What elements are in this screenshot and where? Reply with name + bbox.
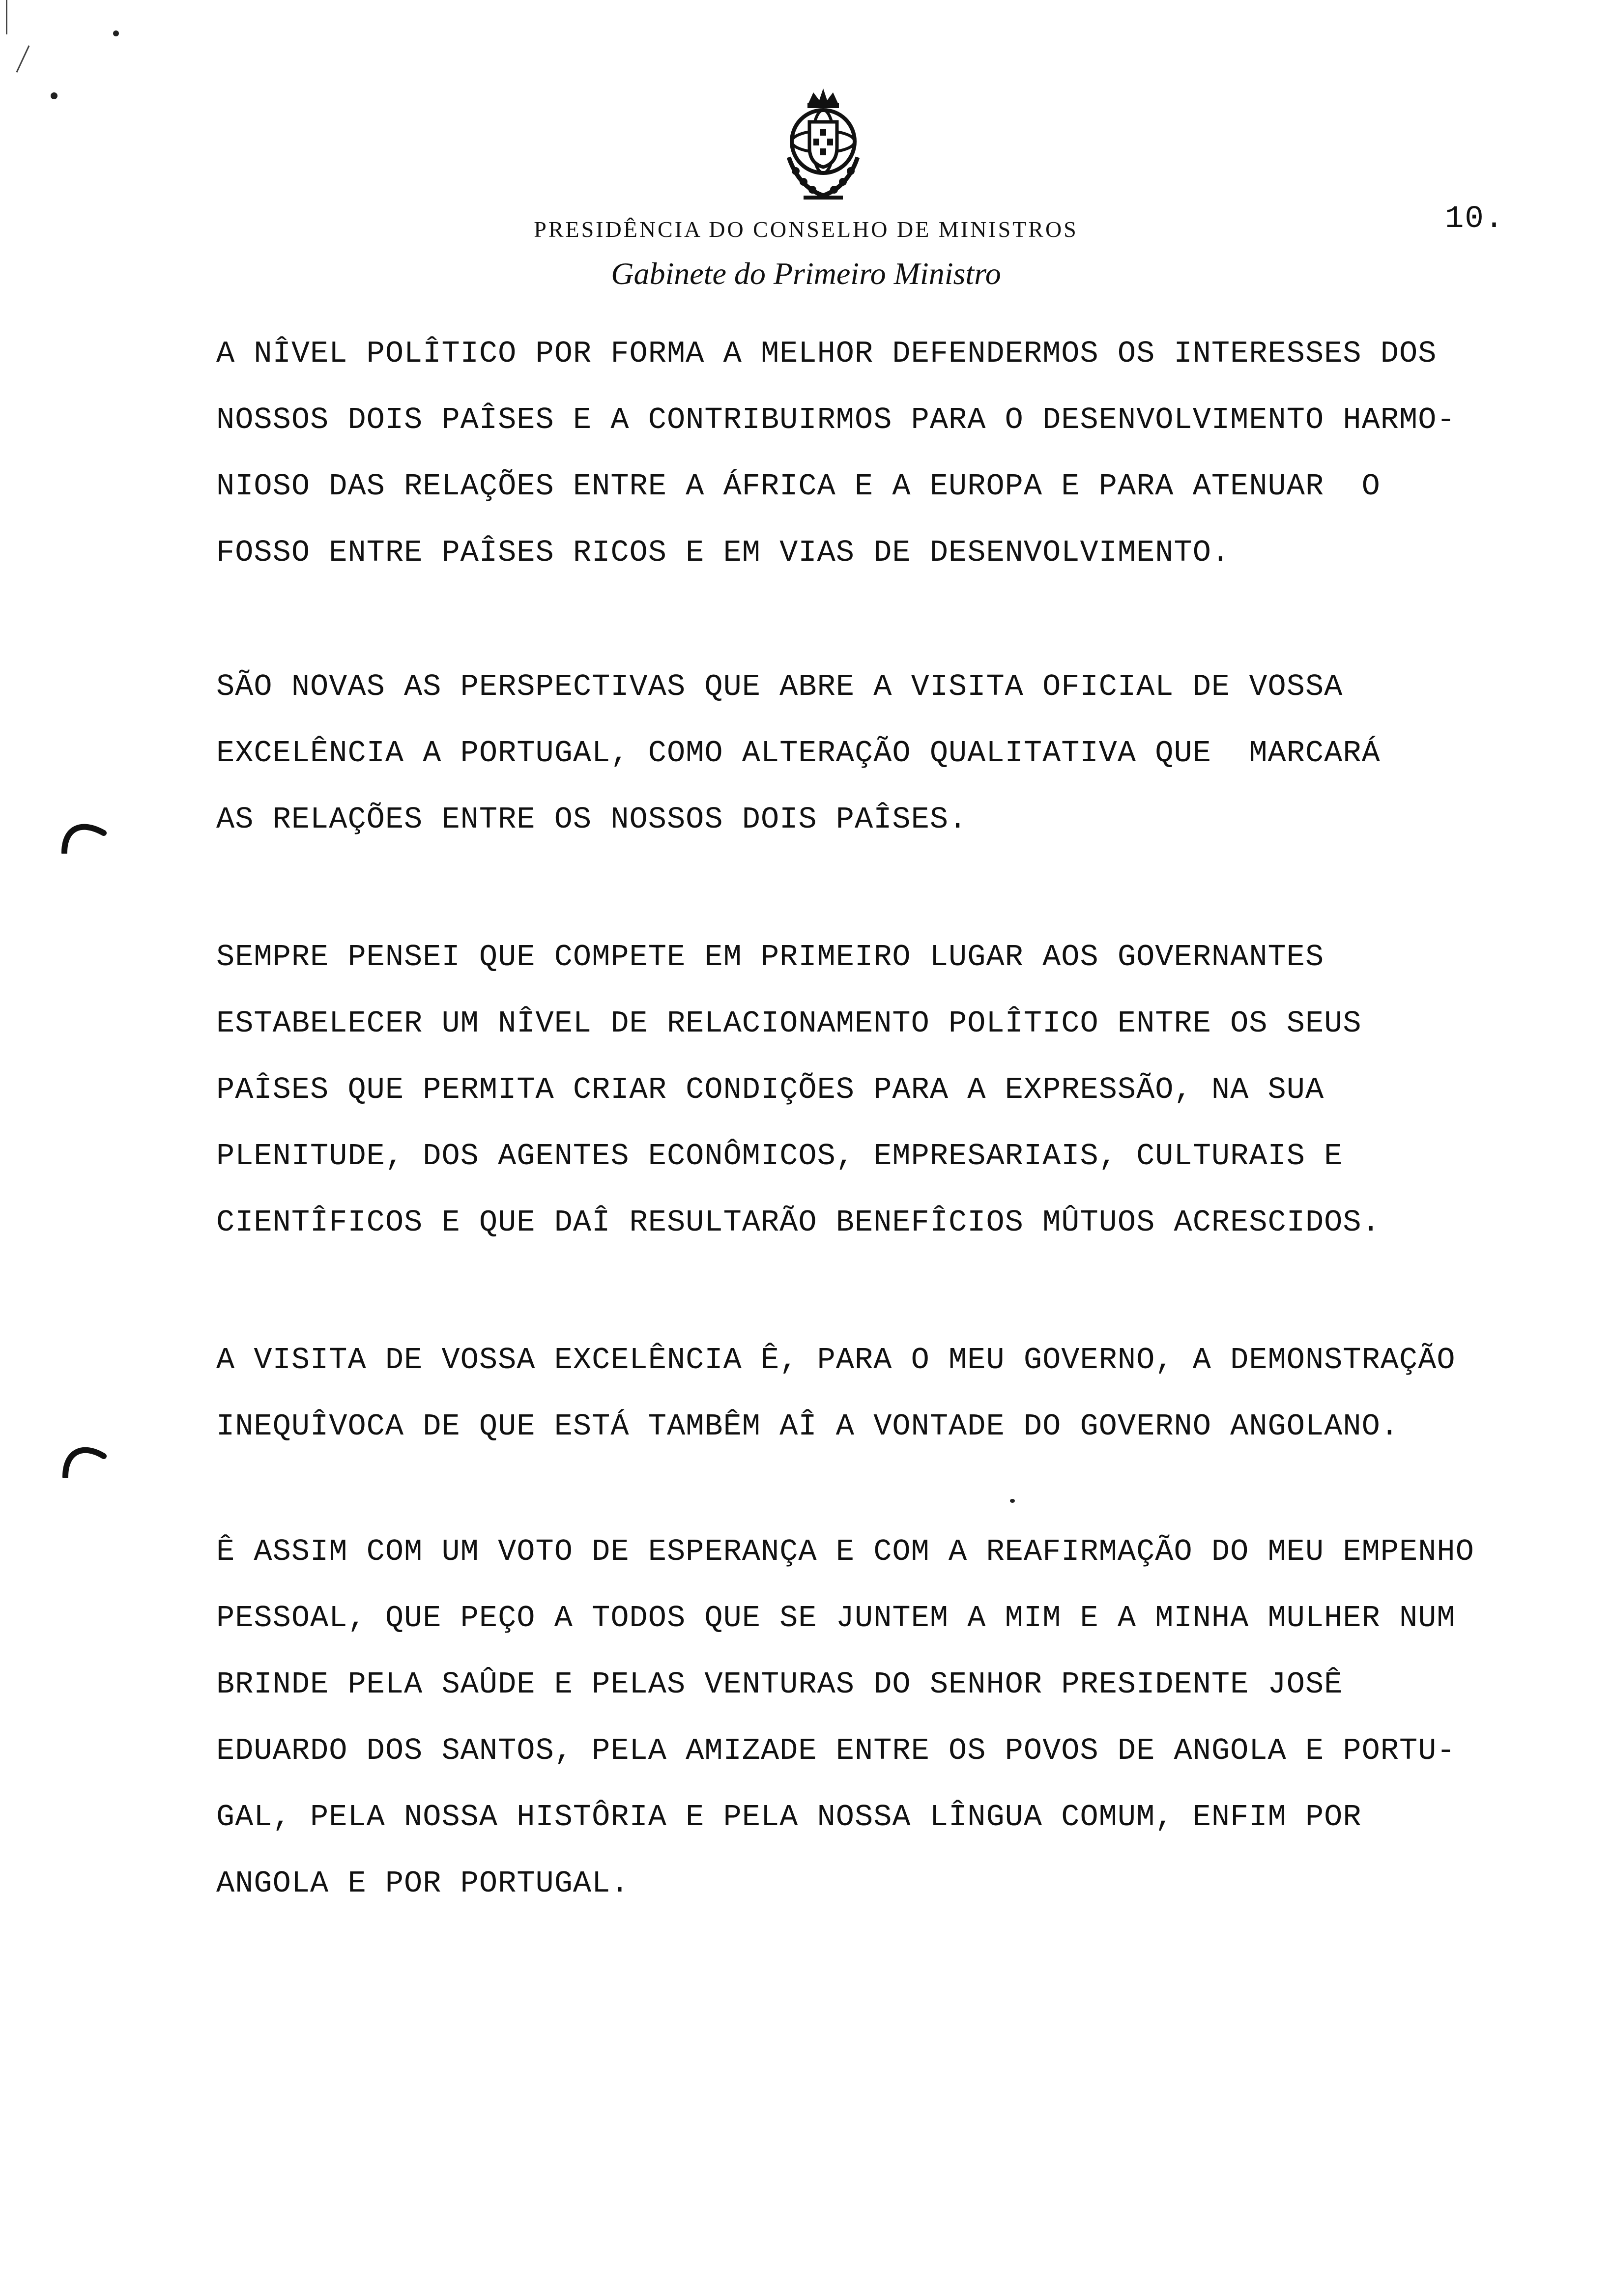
- organization-name: PRESIDÊNCIA DO CONSELHO DE MINISTROS: [534, 217, 1078, 242]
- coat-of-arms-emblem: [774, 84, 872, 206]
- paragraph: [216, 924, 1592, 1256]
- paragraph: [216, 1327, 1592, 1460]
- text-line: ANGOLA E POR PORTUGAL.: [216, 1866, 630, 1901]
- text-line: Ê ASSIM COM UM VOTO DE ESPERANÇA E COM A REAFIRMAÇÃO DO MEU EMPENHO: [216, 1534, 1474, 1569]
- paragraph: [216, 1519, 1592, 1917]
- text-line: PLENITUDE, DOS AGENTES ECONÔMICOS, EMPRESARIAIS, CULTURAIS E: [216, 1139, 1343, 1174]
- text-line: CIENTÎFICOS E QUE DAÎ RESULTARÃO BENEFÎCIOS MÛTUOS ACRESCIDOS.: [216, 1205, 1381, 1240]
- office-name: Gabinete do Primeiro Ministro: [611, 256, 1001, 291]
- text-line: EDUARDO DOS SANTOS, PELA AMIZADE ENTRE OS POVOS DE ANGOLA E PORTU-: [216, 1733, 1456, 1768]
- text-line: A VISITA DE VOSSA EXCELÊNCIA Ê, PARA O MEU GOVERNO, A DEMONSTRAÇÃO: [216, 1343, 1456, 1378]
- scan-mark: [6, 0, 7, 34]
- text-line: INEQUÎVOCA DE QUE ESTÁ TAMBÊM AÎ A VONTADE DO GOVERNO ANGOLANO.: [216, 1409, 1399, 1444]
- text-line: SÃO NOVAS AS PERSPECTIVAS QUE ABRE A VISITA OFICIAL DE VOSSA: [216, 669, 1343, 704]
- text-line: ESTABELECER UM NÎVEL DE RELACIONAMENTO POLÎTICO ENTRE OS SEUS: [216, 1006, 1362, 1041]
- text-line: SEMPRE PENSEI QUE COMPETE EM PRIMEIRO LUGAR AOS GOVERNANTES: [216, 940, 1324, 975]
- text-line: NIOSO DAS RELAÇÕES ENTRE A ÁFRICA E A EUROPA E PARA ATENUAR O: [216, 469, 1381, 504]
- text-line: PAÎSES QUE PERMITA CRIAR CONDIÇÕES PARA A EXPRESSÃO, NA SUA: [216, 1072, 1324, 1107]
- text-line: NOSSOS DOIS PAÎSES E A CONTRIBUIRMOS PARA O DESENVOLVIMENTO HARMO-: [216, 402, 1456, 437]
- text-line: PESSOAL, QUE PEÇO A TODOS QUE SE JUNTEM A MIM E A MINHA MULHER NUM: [216, 1601, 1456, 1636]
- paragraph: [216, 654, 1592, 853]
- text-line: A NÎVEL POLÎTICO POR FORMA A MELHOR DEFENDERMOS OS INTERESSES DOS: [216, 336, 1437, 371]
- paragraph: [216, 320, 1592, 586]
- scan-dot: [113, 30, 119, 36]
- punch-hole-mark: [61, 818, 107, 854]
- text-line: BRINDE PELA SAÛDE E PELAS VENTURAS DO SENHOR PRESIDENTE JOSÊ: [216, 1667, 1343, 1702]
- page-number: 10.: [1445, 201, 1505, 237]
- text-line: EXCELÊNCIA A PORTUGAL, COMO ALTERAÇÃO QUALITATIVA QUE MARCARÁ: [216, 736, 1381, 771]
- scan-dot: [1010, 1499, 1015, 1503]
- scan-mark: [16, 45, 29, 73]
- scan-dot: [51, 92, 58, 99]
- text-line: GAL, PELA NOSSA HISTÔRIA E PELA NOSSA LÎNGUA COMUM, ENFIM POR: [216, 1800, 1362, 1835]
- punch-hole-mark: [61, 1442, 107, 1478]
- text-line: FOSSO ENTRE PAÎSES RICOS E EM VIAS DE DESENVOLVIMENTO.: [216, 535, 1231, 570]
- text-line: AS RELAÇÕES ENTRE OS NOSSOS DOIS PAÎSES.: [216, 802, 968, 837]
